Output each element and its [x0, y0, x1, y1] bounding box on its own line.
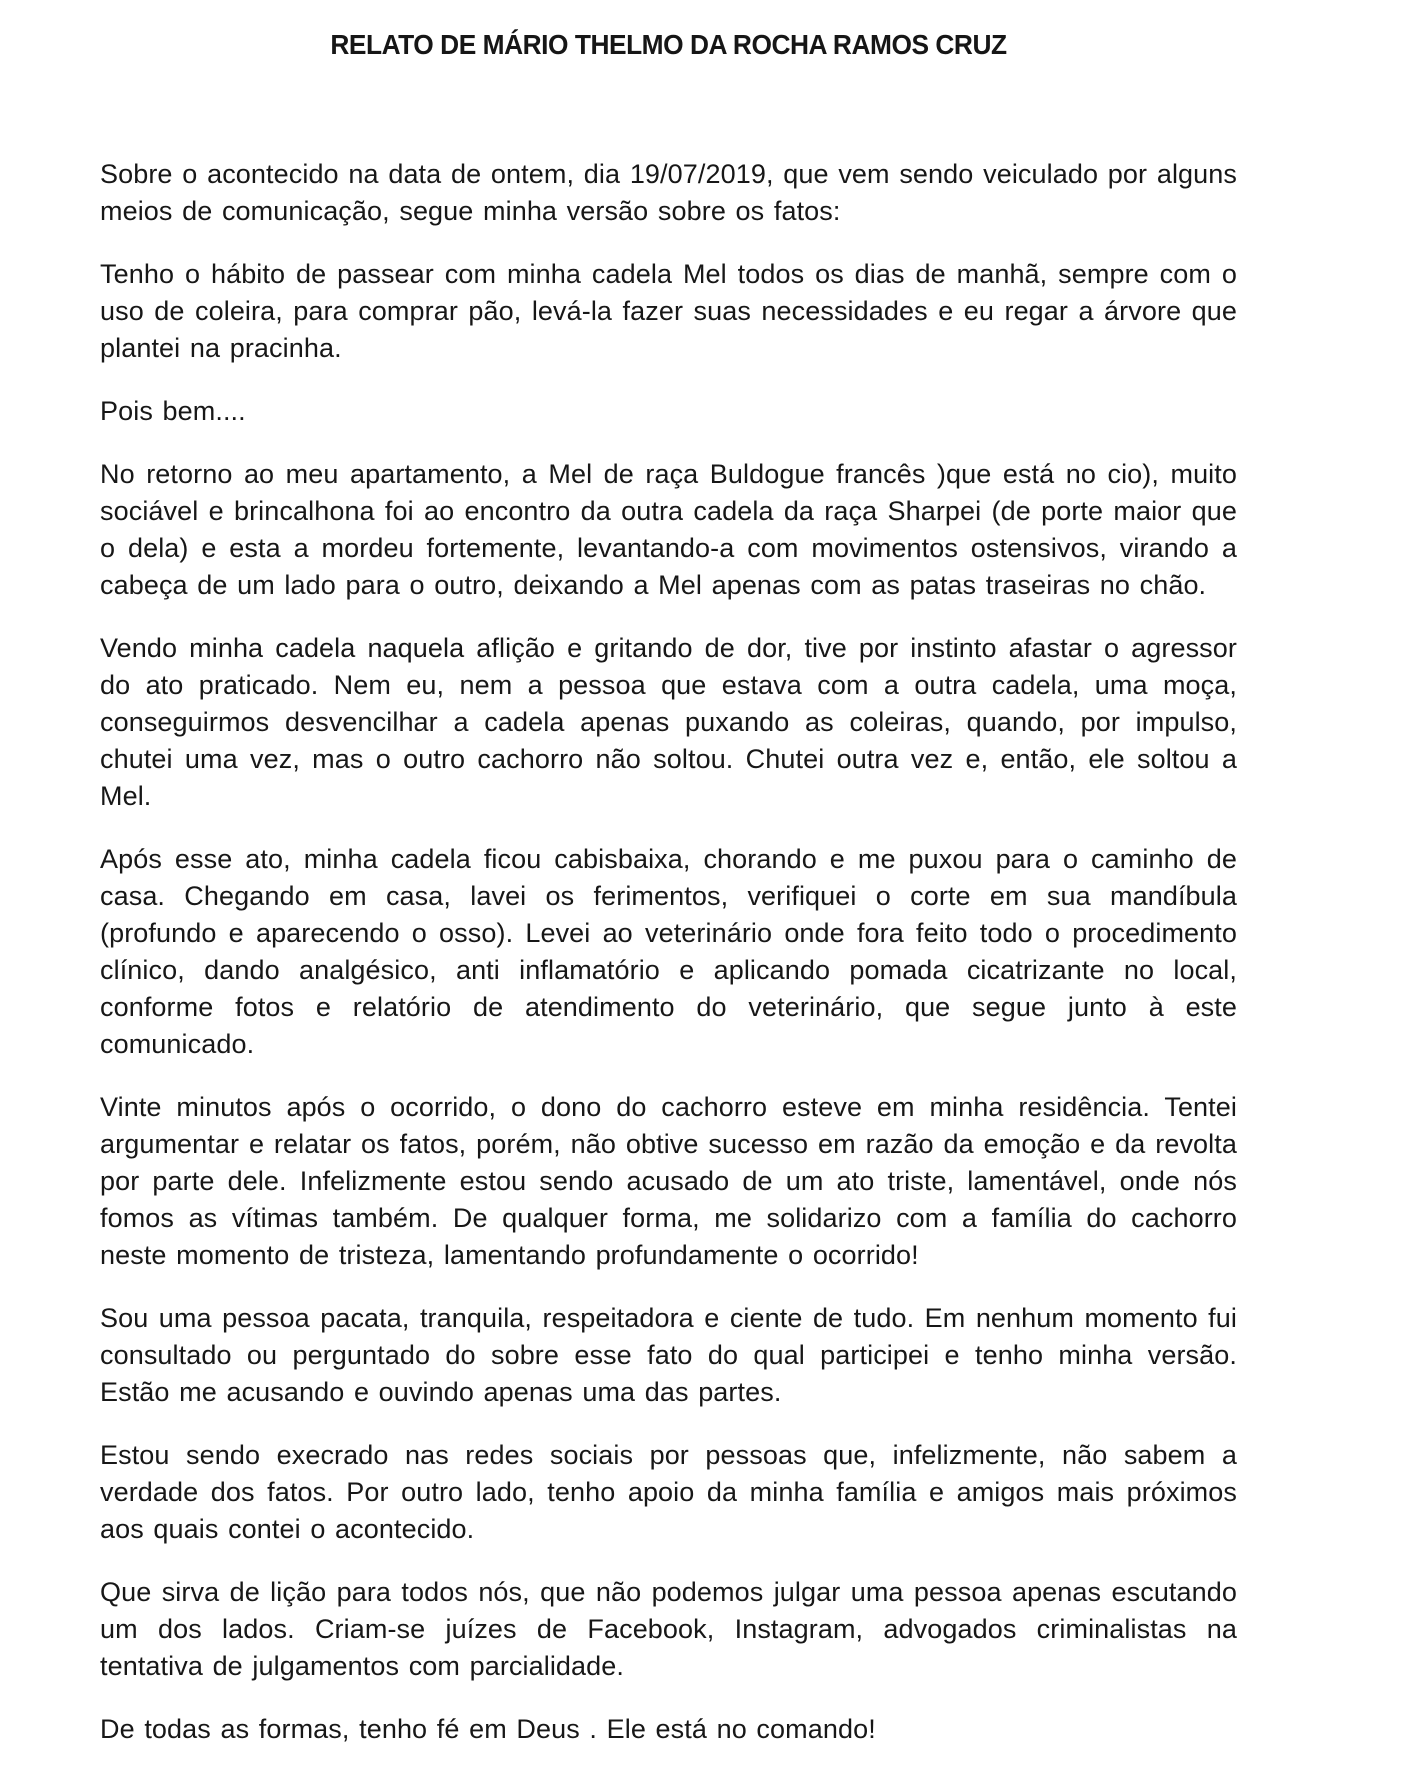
document-title: RELATO DE MÁRIO THELMO DA ROCHA RAMOS CRUZ — [330, 29, 1007, 60]
paragraph: No retorno ao meu apartamento, a Mel de raça Buldogue francês )que está no cio), muito sociável e brincalhona foi ao encontro da outra cadela da raça Sharpei (de porte maior que o dela) e esta a mordeu fortemente, levantando-a com movimentos ostensivos, virando a cabeça de um lado para o outro, deixando a Mel apenas com as patas traseiras no chão. — [100, 459, 1237, 600]
paragraph: Sobre o acontecido na data de ontem, dia 19/07/2019, que vem sendo veiculado por alguns meios de comunicação, segue minha versão sobre os fatos: — [100, 159, 1237, 226]
document-body — [100, 156, 1237, 1748]
paragraph: Após esse ato, minha cadela ficou cabisbaixa, chorando e me puxou para o caminho de casa. Chegando em casa, lavei os ferimentos, verifiquei o corte em sua mandíbula (profundo e aparecendo o osso). Levei ao veterinário onde fora feito todo o procedimento clínico, dando analgésico, anti inflamatório e aplicando pomada cicatrizante no local, conforme fotos e relatório de atendimento do veterinário, que segue junto à este comunicado. — [100, 844, 1237, 1059]
paragraph: Estou sendo execrado nas redes sociais por pessoas que, infelizmente, não sabem a verdade dos fatos. Por outro lado, tenho apoio da minha família e amigos mais próximos aos quais contei o acontecido. — [100, 1440, 1237, 1544]
paragraph: Que sirva de lição para todos nós, que não podemos julgar uma pessoa apenas escutando um dos lados. Criam-se juízes de Facebook, Instagram, advogados criminalistas na tentativa de julgamentos com parcialidade. — [100, 1577, 1237, 1681]
paragraph: Vinte minutos após o ocorrido, o dono do cachorro esteve em minha residência. Tentei argumentar e relatar os fatos, porém, não obtive sucesso em razão da emoção e da revolta por parte dele. Infelizmente estou sendo acusado de um ato triste, lamentável, onde nós fomos as vítimas também. De qualquer forma, me solidarizo com a família do cachorro neste momento de tristeza, lamentando profundamente o ocorrido! — [100, 1092, 1237, 1270]
paragraph: Pois bem.... — [100, 396, 246, 426]
paragraph: De todas as formas, tenho fé em Deus . Ele está no comando! — [100, 1714, 876, 1744]
paragraph: Sou uma pessoa pacata, tranquila, respeitadora e ciente de tudo. Em nenhum momento fui consultado ou perguntado do sobre esse fato do qual participei e tenho minha versão. Estão me acusando e ouvindo apenas uma das partes. — [100, 1303, 1237, 1407]
paragraph: Tenho o hábito de passear com minha cadela Mel todos os dias de manhã, sempre com o uso de coleira, para comprar pão, levá-la fazer suas necessidades e eu regar a árvore que plantei na pracinha. — [100, 259, 1237, 363]
paragraph: Vendo minha cadela naquela aflição e gritando de dor, tive por instinto afastar o agressor do ato praticado. Nem eu, nem a pessoa que estava com a outra cadela, uma moça, conseguirmos desvencilhar a cadela apenas puxando as coleiras, quando, por impulso, chutei uma vez, mas o outro cachorro não soltou. Chutei outra vez e, então, ele soltou a Mel. — [100, 633, 1237, 811]
